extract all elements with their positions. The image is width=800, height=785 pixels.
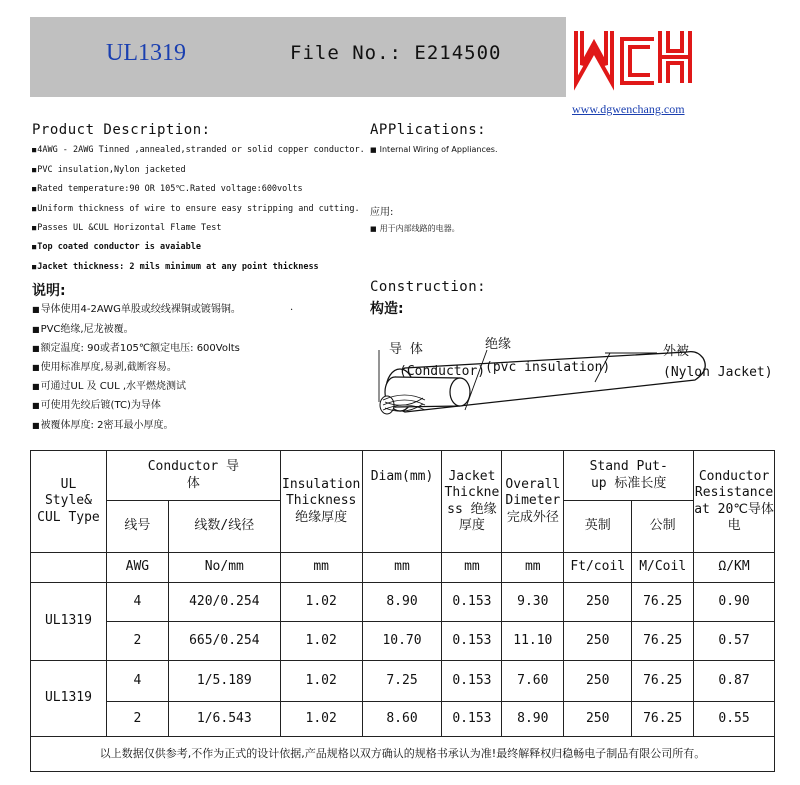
jacket-cell: 0.153 xyxy=(442,661,502,702)
explanation-title: 说明: xyxy=(32,283,66,299)
construction-title: Construction: xyxy=(370,279,487,295)
conductor-header: Conductor 导体 xyxy=(106,451,280,501)
conductor-label-en: (Conductor) xyxy=(399,364,486,379)
m-cell: 76.25 xyxy=(632,583,694,622)
desc-item: ■ Uniform thickness of wire to ensure easy stripping and cutting. xyxy=(32,204,360,214)
diam-cell: 10.70 xyxy=(362,622,442,661)
application-cn-label: 应用: xyxy=(370,207,394,218)
explanation-item: ■ 导体使用4-2AWG单股或绞线裸铜或镀锡铜。 xyxy=(32,300,241,315)
m-cell: 76.25 xyxy=(632,622,694,661)
explanation-item: ■ 可使用先绞后镀(TC)为导体 xyxy=(32,396,161,411)
m-subheader: 公制 xyxy=(632,501,694,553)
conductor-label-cn: 导 体 xyxy=(389,342,423,357)
insulation-label-cn: 绝缘 xyxy=(485,337,512,352)
insulation-header: Insulation Thickness 绝缘厚度 xyxy=(280,451,362,553)
file-number: File No.: E214500 xyxy=(290,42,502,64)
company-logo xyxy=(572,17,694,97)
stray-dot: . xyxy=(290,302,294,313)
insulation-cell: 1.02 xyxy=(280,622,362,661)
insulation-cell: 1.02 xyxy=(280,661,362,702)
unit-cell: AWG xyxy=(106,553,168,583)
overall-cell: 11.10 xyxy=(502,622,564,661)
style-cell: UL1319 xyxy=(31,661,107,737)
explanation-item: ■ 被覆体厚度: 2密耳最小厚度。 xyxy=(32,416,173,431)
jacket-cell: 0.153 xyxy=(442,622,502,661)
awg-cell: 2 xyxy=(106,702,168,737)
diam-cell: 8.60 xyxy=(362,702,442,737)
product-description-title: Product Description: xyxy=(32,122,211,138)
m-cell: 76.25 xyxy=(632,661,694,702)
explanation-item: ■ PVC绝缘,尼龙被覆。 xyxy=(32,320,134,335)
cable-diagram xyxy=(365,330,775,440)
jacket-header: Jacket Thickness 绝缘厚度 xyxy=(442,451,502,553)
m-cell: 76.25 xyxy=(632,702,694,737)
strands-cell: 1/6.543 xyxy=(168,702,280,737)
resistance-cell: 0.55 xyxy=(694,702,775,737)
desc-item: ■ Jacket thickness: 2 mils minimum at any point thickness xyxy=(32,262,319,272)
awg-cell: 4 xyxy=(106,583,168,622)
resistance-cell: 0.57 xyxy=(694,622,775,661)
application-item-en: ■ Internal Wiring of Appliances. xyxy=(370,145,498,154)
ft-subheader: 英制 xyxy=(564,501,632,553)
jacket-label-cn: 外被 xyxy=(663,344,690,359)
desc-item: ■ Rated temperature:90 OR 105℃.Rated voltage:600volts xyxy=(32,184,303,194)
desc-item: ■ 4AWG - 2AWG Tinned ,annealed,stranded or solid copper conductor. xyxy=(32,145,365,155)
desc-item: ■ Top coated conductor is avaiable xyxy=(32,242,201,252)
jacket-cell: 0.153 xyxy=(442,583,502,622)
resistance-cell: 0.90 xyxy=(694,583,775,622)
unit-cell: mm xyxy=(362,553,442,583)
website-link[interactable]: www.dgwenchang.com xyxy=(572,102,685,116)
style-cell: UL1319 xyxy=(31,583,107,661)
resistance-header: Conductor Resistance at 20℃导体电 xyxy=(694,451,775,553)
standput-header: Stand Put-up 标准长度 xyxy=(564,451,694,501)
jacket-cell: 0.153 xyxy=(442,702,502,737)
model-title: UL1319 xyxy=(106,40,186,66)
awg-cell: 4 xyxy=(106,661,168,702)
table-row xyxy=(31,622,775,661)
awg-cell: 2 xyxy=(106,622,168,661)
gauge-subheader: 线号 xyxy=(106,501,168,553)
ft-cell: 250 xyxy=(564,622,632,661)
desc-item: ■ PVC insulation,Nylon jacketed xyxy=(32,165,186,175)
table-row xyxy=(31,661,775,702)
overall-cell: 9.30 xyxy=(502,583,564,622)
unit-cell: Ω/KM xyxy=(694,553,775,583)
desc-item: ■ Passes UL &CUL Horizontal Flame Test xyxy=(32,223,221,233)
unit-cell: No/mm xyxy=(168,553,280,583)
diam-cell: 7.25 xyxy=(362,661,442,702)
strands-cell: 420/0.254 xyxy=(168,583,280,622)
ft-cell: 250 xyxy=(564,661,632,702)
overall-cell: 8.90 xyxy=(502,702,564,737)
units-row xyxy=(31,553,775,583)
insulation-cell: 1.02 xyxy=(280,702,362,737)
ft-cell: 250 xyxy=(564,583,632,622)
strands-cell: 1/5.189 xyxy=(168,661,280,702)
spec-table xyxy=(30,450,775,772)
diam-cell: 8.90 xyxy=(362,583,442,622)
application-item-cn: ■ 用于内部线路的电器。 xyxy=(370,223,460,234)
strands-subheader: 线数/线径 xyxy=(168,501,280,553)
explanation-item: ■ 使用标准厚度,易剥,截断容易。 xyxy=(32,358,177,373)
unit-cell: mm xyxy=(502,553,564,583)
overall-cell: 7.60 xyxy=(502,661,564,702)
construction-title-cn: 构造: xyxy=(370,301,404,317)
disclaimer-footer: 以上数据仅供参考,不作为正式的设计依据,产品规格以双方确认的规格书承认为准!最终解释权归稳畅电子制品有限公司所有。 xyxy=(31,737,775,772)
unit-cell: mm xyxy=(280,553,362,583)
explanation-item: ■ 额定温度: 90或者105℃额定电压: 600Volts xyxy=(32,339,240,354)
applications-title: APPlications: xyxy=(370,122,487,138)
resistance-cell: 0.87 xyxy=(694,661,775,702)
insulation-cell: 1.02 xyxy=(280,583,362,622)
insulation-label-en: (pvc insulation) xyxy=(485,360,611,375)
table-row xyxy=(31,583,775,622)
explanation-item: ■ 可通过UL 及 CUL ,水平燃烧测试 xyxy=(32,377,186,392)
style-header: UL Style& CUL Type xyxy=(31,451,107,553)
unit-cell: M/Coil xyxy=(632,553,694,583)
table-row xyxy=(31,702,775,737)
diam-header: Diam(mm) xyxy=(362,451,442,553)
overall-header: Overall Dimeter 完成外径 xyxy=(502,451,564,553)
unit-cell: Ft/coil xyxy=(564,553,632,583)
unit-cell: mm xyxy=(442,553,502,583)
jacket-label-en: (Nylon Jacket) xyxy=(663,365,773,380)
ft-cell: 250 xyxy=(564,702,632,737)
strands-cell: 665/0.254 xyxy=(168,622,280,661)
